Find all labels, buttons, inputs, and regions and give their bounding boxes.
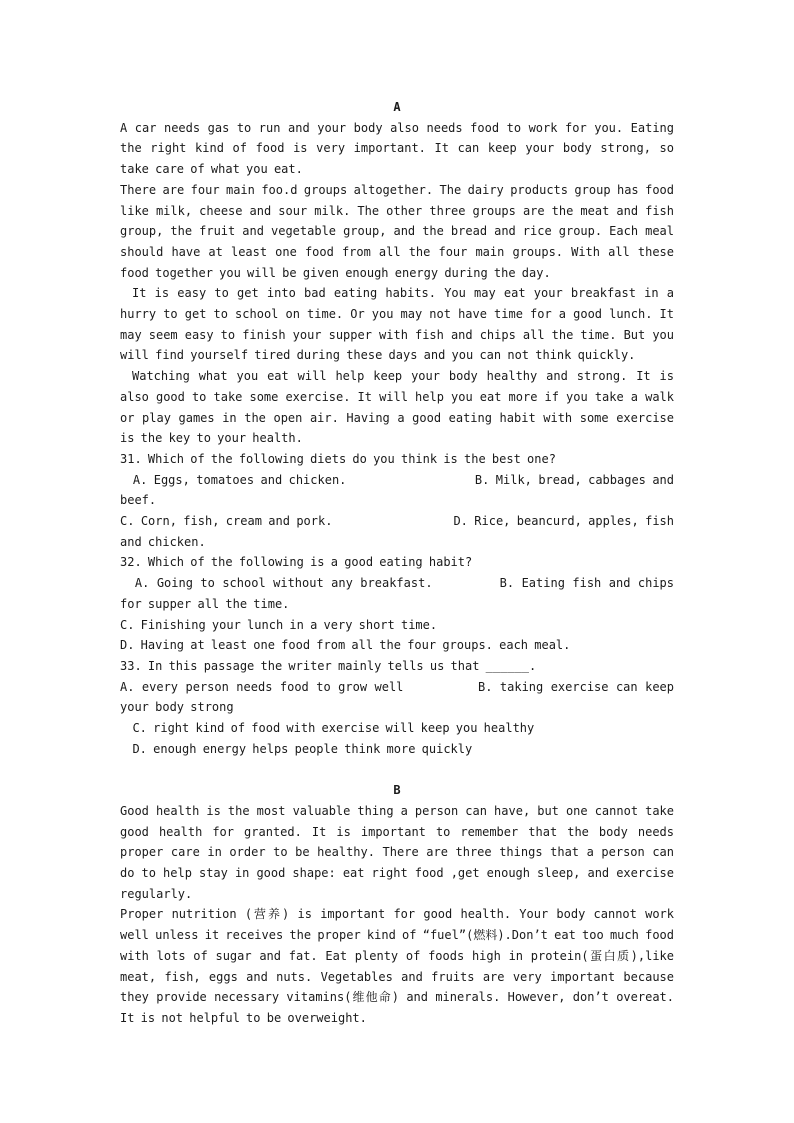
question-33-options-ab: A. every person needs food to grow well B. taking exercise can keep your body strong	[120, 679, 681, 715]
passage-a-paragraph-3: It is easy to get into bad eating habits. You may eat your breakfast in a hurry to get to school on time. Or you may not have time for a good lunch. It may seem easy to finish your supper with fish and chips all the time. But you will find yourself tired during these days and you can not think quickly.	[120, 286, 674, 363]
question-32-stem: 32. Which of the following is a good eating habit?	[120, 555, 473, 570]
question-32-option-c: C. Finishing your lunch in a very short time.	[120, 617, 438, 632]
passage-a-paragraph-1: A car needs gas to run and your body also needs food to work for you. Eating the right kind of food is very important. It can keep your body strong, so take care of what you eat.	[120, 120, 674, 177]
passage-b-paragraph-1: Good health is the most valuable thing a person can have, but one cannot take good health for granted. It is important to remember that the body needs proper care in order to be healthy. There are three things that a person can do to help stay in good shape: eat right food ,get enough sleep, and exercise regularly.	[120, 803, 674, 901]
question-31-options-ab: A. Eggs, tomatoes and chicken. B. Milk, bread, cabbages and beef.	[120, 472, 681, 508]
passage-a-paragraph-4: Watching what you eat will help keep your body healthy and strong. It is also good to take some exercise. It will help you eat more if you take a walk or play games in the open air. Having a good eating habit with some exercise is the key to your health.	[120, 369, 674, 446]
question-33-stem: 33. In this passage the writer mainly tells us that ______.	[120, 658, 537, 673]
section-b-title: B	[393, 783, 401, 798]
question-31-options-cd: C. Corn, fish, cream and pork. D. Rice, beancurd, apples, fish and chicken.	[120, 514, 681, 549]
document-page	[120, 97, 681, 1029]
passage-a-paragraph-2: There are four main foo.d groups altogether. The dairy products group has food like milk, cheese and sour milk. The other three groups are the meat and fish group, the fruit and vegetable group, and the bread and rice group. Each meal should have at least one food from all the four main groups. With all these food together you will be given enough energy during the day.	[120, 182, 674, 280]
section-gap	[120, 760, 674, 781]
question-33-option-d: D. enough energy helps people think more quickly	[120, 741, 473, 756]
question-31-stem: 31. Which of the following diets do you think is the best one?	[120, 451, 556, 466]
question-32-options-ab: A. Going to school without any breakfast. B. Eating fish and chips for supper all the time.	[120, 576, 681, 611]
question-32-option-d: D. Having at least one food from all the four groups. each meal.	[120, 638, 571, 653]
passage-b-paragraph-2: Proper nutrition (营养) is important for good health. Your body cannot work well unless it receives the proper kind of “fuel”(燃料).Don’t eat too much food with lots of sugar and fat. Eat plenty of foods high in protein(蛋白质),like meat, fish, eggs and nuts. Vegetables and fruits are very important because they provide necessary vitamins(维他命) and minerals. However, don’t overeat. It is not helpful to be overweight.	[120, 907, 674, 1025]
question-33-option-c: C. right kind of food with exercise will keep you healthy	[120, 721, 535, 736]
section-a-title: A	[393, 100, 401, 114]
